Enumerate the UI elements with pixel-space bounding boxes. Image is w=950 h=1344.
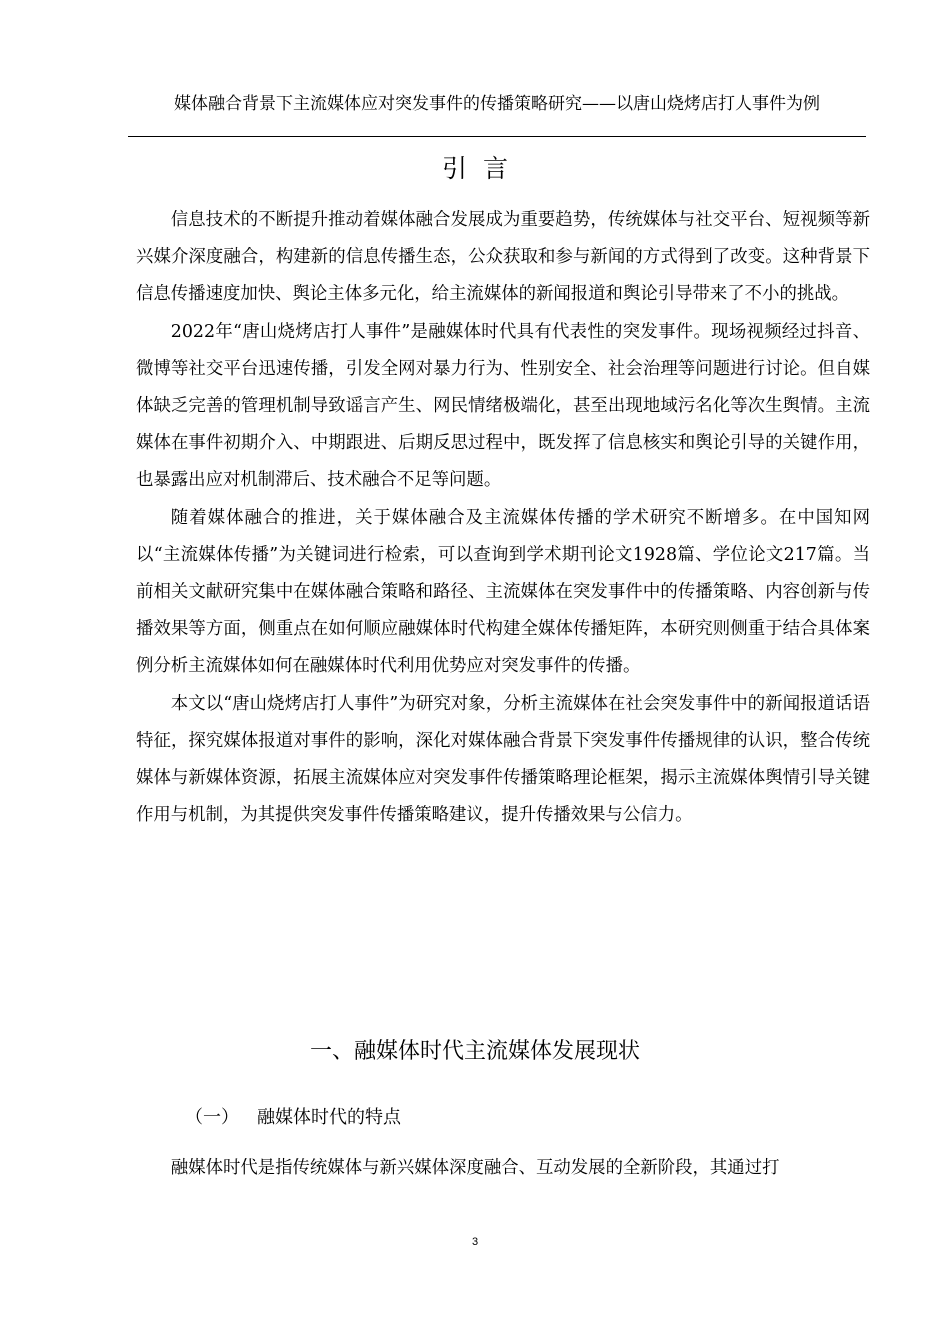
intro-paragraph-1: 信息技术的不断提升推动着媒体融合发展成为重要趋势，传统媒体与社交平台、短视频等新兴媒介深度融合，构建新的信息传播生态，公众获取和参与新闻的方式得到了改变。这种背景下信息传播速度加快、舆论主体多元化，给主流媒体的新闻报道和舆论引导带来了不小的挑战。 bbox=[136, 210, 870, 305]
subsection-number: （一） bbox=[185, 1107, 239, 1128]
page-title: 引言 bbox=[441, 154, 524, 183]
page-number: 3 bbox=[471, 1236, 479, 1248]
intro-paragraph-4: 本文以“唐山烧烤店打人事件”为研究对象，分析主流媒体在社会突发事件中的新闻报道话语特征，探究媒体报道对事件的影响，深化对媒体融合背景下突发事件传播规律的认识，整合传统媒体与新媒体资源，拓展主流媒体应对突发事件传播策略理论框架，揭示主流媒体舆情引导关键作用与机制，为其提供突发事件传播策略建议，提升传播效果与公信力。 bbox=[136, 693, 870, 826]
section-paragraph: 融媒体时代是指传统媒体与新兴媒体深度融合、互动发展的全新阶段，其通过打 bbox=[170, 1158, 780, 1178]
intro-body bbox=[136, 202, 870, 834]
intro-paragraph-3: 随着媒体融合的推进，关于媒体融合及主流媒体传播的学术研究不断增多。在中国知网以“主流媒体传播”为关键词进行检索，可以查询到学术期刊论文1928篇、学位论文217篇。当前相关文献研究集中在媒体融合策略和路径、主流媒体在突发事件中的传播策略、内容创新与传播效果等方面，侧重点在如何顺应融媒体时代构建全媒体传播矩阵，本研究则侧重于结合具体案例分析主流媒体如何在融媒体时代利用优势应对突发事件的传播。 bbox=[136, 507, 870, 677]
subsection-title: 融媒体时代的特点 bbox=[257, 1107, 401, 1128]
running-header: 媒体融合背景下主流媒体应对突发事件的传播策略研究——以唐山烧烤店打人事件为例 bbox=[174, 94, 820, 114]
intro-paragraph-2: 2022年“唐山烧烤店打人事件”是融媒体时代具有代表性的突发事件。现场视频经过抖音、微博等社交平台迅速传播，引发全网对暴力行为、性别安全、社会治理等问题进行讨论。但自媒体缺乏完善的管理机制导致谣言产生、网民情绪极端化，甚至出现地域污名化等次生舆情。主流媒体在事件初期介入、中期跟进、后期反思过程中，既发挥了信息核实和舆论引导的关键作用，也暴露出应对机制滞后、技术融合不足等问题。 bbox=[136, 321, 870, 491]
subsection-heading bbox=[185, 1103, 401, 1133]
section-body bbox=[136, 1150, 870, 1187]
section-heading: 一、融媒体时代主流媒体发展现状 bbox=[309, 1039, 640, 1064]
header-rule bbox=[128, 136, 866, 137]
